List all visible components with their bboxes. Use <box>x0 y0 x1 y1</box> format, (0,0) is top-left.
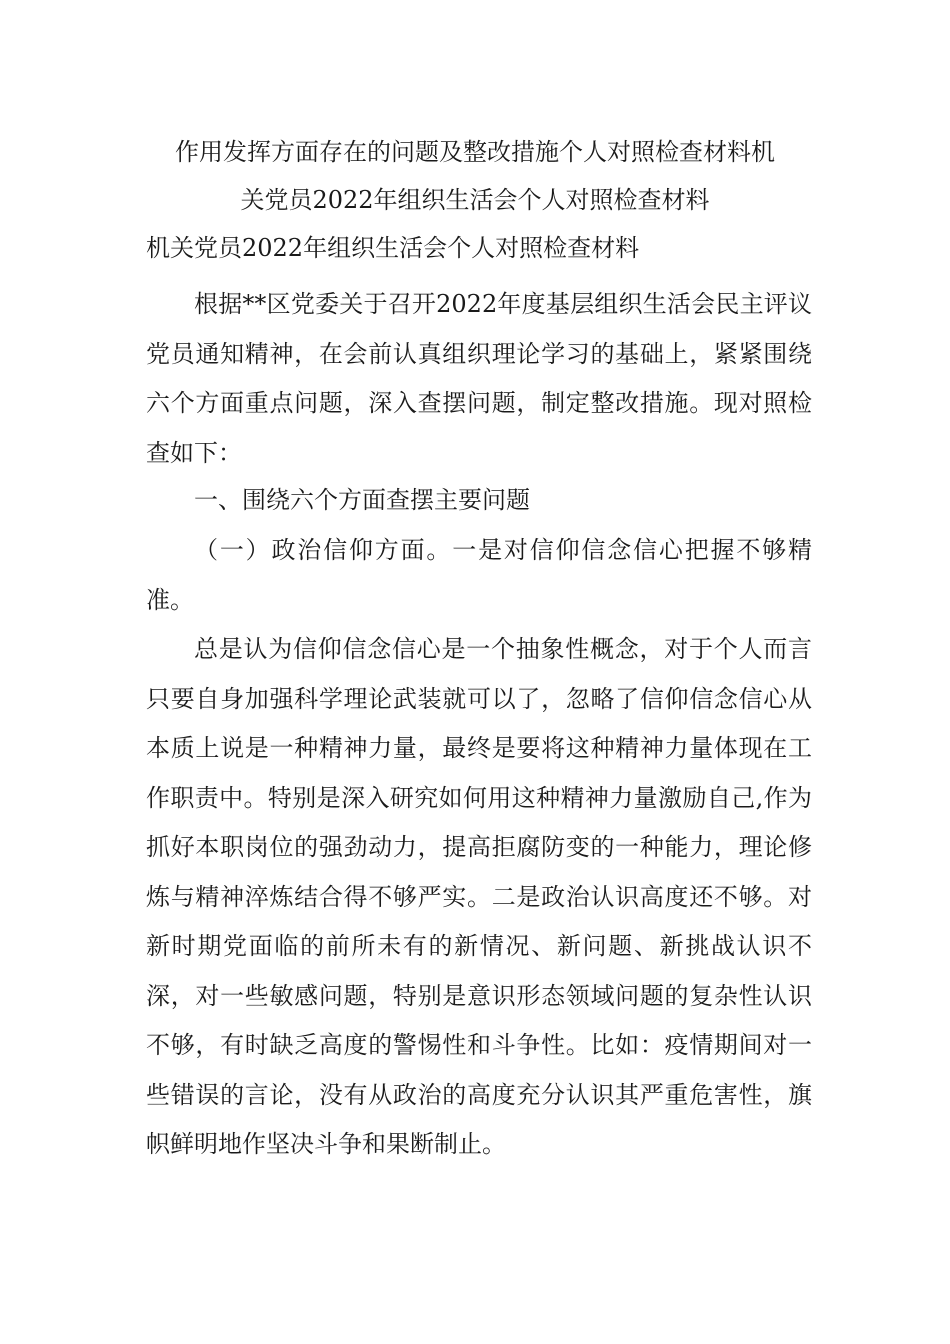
document-title-line-2: 关党员2022年组织生活会个人对照检查材料 <box>240 186 710 214</box>
document-subtitle: 机关党员2022年组织生活会个人对照检查材料 <box>146 234 640 262</box>
intro-paragraph: 根据**区党委关于召开2022年度基层组织生活会民主评议党员通知精神，在会前认真组织理论学习的基础上，紧紧围绕六个方面重点问题，深入查摆问题，制定整改措施。现对照检查如下： <box>146 290 812 467</box>
section-heading: 一、围绕六个方面查摆主要问题 <box>194 486 530 514</box>
subsection-paragraph: （一）政治信仰方面。一是对信仰信念信心把握不够精准。 <box>146 536 812 614</box>
document-title-line-1: 作用发挥方面存在的问题及整改措施个人对照检查材料机 <box>175 138 775 166</box>
detail-paragraph: 总是认为信仰信念信心是一个抽象性概念，对于个人而言只要自身加强科学理论武装就可以了，忽略了信仰信念信心从本质上说是一种精神力量，最终是要将这种精神力量体现在工作职责中。特别是深入研究如何用这种精神力量激励自己,作为抓好本职岗位的强劲动力，提高拒腐防变的一种能力，理论修炼与精神淬炼结合得不够严实。二是政治认识高度还不够。对新时期党面临的前所未有的新情况、新问题、新挑战认识不深，对一些敏感问题，特别是意识形态领域问题的复杂性认识不够，有时缺乏高度的警惕性和斗争性。比如：疫情期间对一些错误的言论，没有从政治的高度充分认识其严重危害性，旗帜鲜明地作坚决斗争和果断制止。 <box>146 635 812 1158</box>
